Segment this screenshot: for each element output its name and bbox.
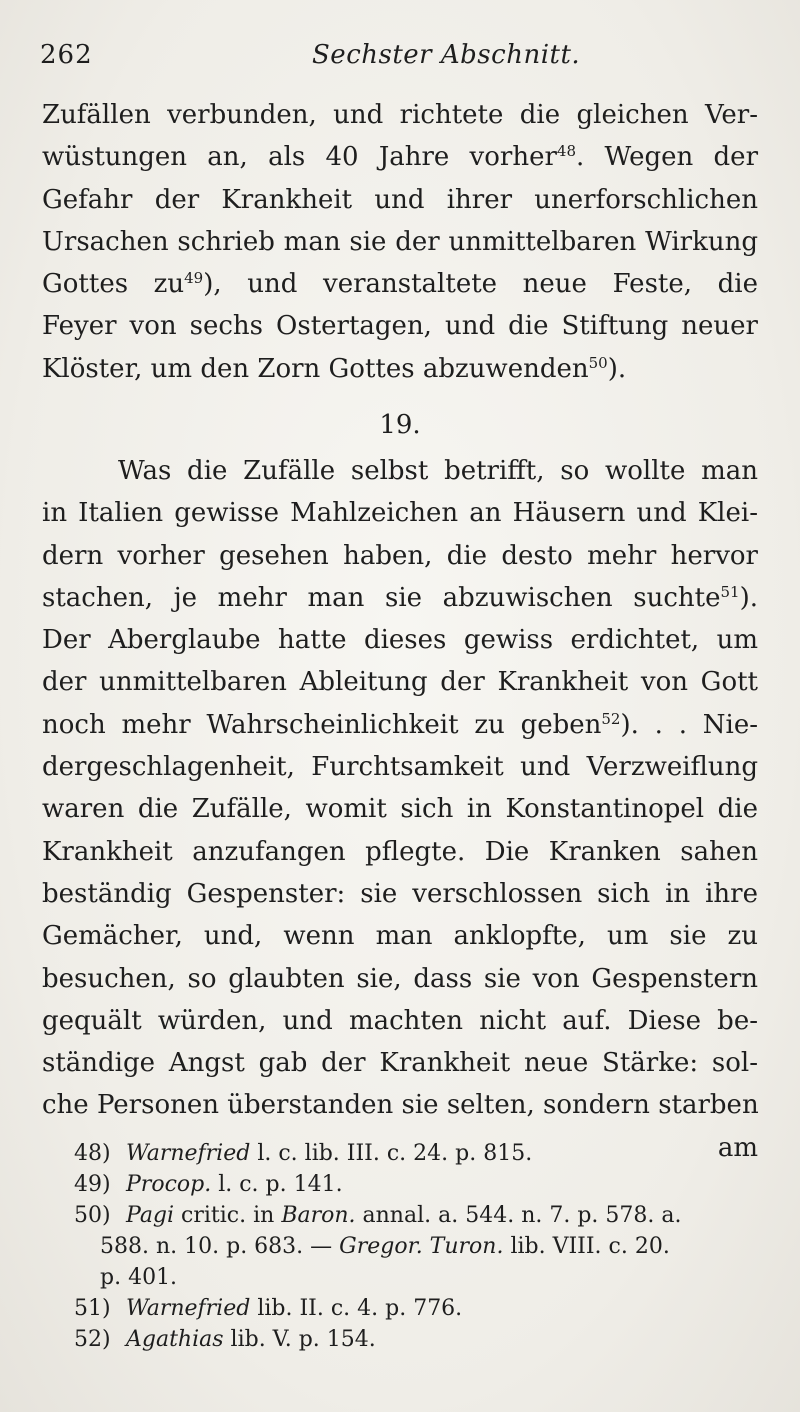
paragraph-1 <box>42 94 758 390</box>
text-span: . Wegen der <box>576 142 758 173</box>
footnote-51 <box>74 1293 764 1324</box>
footnote-49 <box>74 1169 764 1200</box>
text-line: Ursachen schrieb man sie der unmittelbaren Wirkung <box>42 226 758 257</box>
text-line: in Italien gewisse Mahlzeichen an Häusern und Klei- <box>42 498 758 529</box>
section-number: 19. <box>379 410 421 440</box>
text-span: ), und veranstaltete neue Feste, die <box>203 269 758 300</box>
text-span: ). . . Nie- <box>620 709 759 740</box>
footnote-text: 588. n. 10. p. 683. — <box>100 1234 340 1259</box>
footnote-author: Procop. <box>126 1172 212 1197</box>
footnote-50 <box>74 1200 764 1231</box>
catchword: am <box>717 1132 758 1163</box>
text-line <box>42 704 758 746</box>
text-line: Gemächer, und, wenn man anklopfte, um sie zu <box>42 921 758 952</box>
running-head <box>40 40 760 82</box>
footnote-ref-49[interactable]: 49 <box>184 269 204 288</box>
text-line: Was die Zufälle selbst betrifft, so wollte man <box>118 456 758 486</box>
text-line <box>42 136 758 178</box>
footnote-author: Baron. <box>281 1203 356 1228</box>
text-span: stachen, je mehr man sie abzuwischen suchte <box>42 582 721 613</box>
text-span: wüstungen an, als 40 Jahre vorher <box>42 142 557 173</box>
footnote-number: 52) <box>74 1327 111 1352</box>
footnote-text: p. 401. <box>100 1265 178 1290</box>
text-span: Gottes zu <box>42 269 185 300</box>
footnote-text: critic. in <box>174 1203 282 1228</box>
text-line: dern vorher gesehen haben, die desto mehr hervor <box>42 540 758 571</box>
footnote-ref-52[interactable]: 52 <box>601 709 621 728</box>
footnote-number: 49) <box>74 1172 111 1197</box>
text-line: beständig Gespenster: sie verschlossen sich in ihre <box>42 878 758 909</box>
footnote-text: l. c. lib. III. c. 24. p. 815. <box>250 1141 533 1166</box>
text-line: waren die Zufälle, womit sich in Konstantinopel die <box>42 794 758 825</box>
footnote-text: annal. a. 544. n. 7. p. 578. a. <box>355 1203 682 1228</box>
text-line: che Personen überstanden sie selten, sondern starben <box>42 1090 759 1121</box>
footnote-ref-50[interactable]: 50 <box>588 353 608 372</box>
text-line: Zufällen verbunden, und richtete die gleichen Ver- <box>42 100 758 130</box>
footnote-52 <box>74 1324 764 1355</box>
text-line: Feyer von sechs Ostertagen, und die Stiftung neuer <box>42 311 758 342</box>
footnote-text: lib. II. c. 4. p. 776. <box>250 1296 463 1321</box>
footnote-number: 50) <box>74 1203 111 1228</box>
text-line: gequält würden, und machten nicht auf. Diese be- <box>42 1005 758 1036</box>
footnotes <box>74 1138 764 1355</box>
footnote-number: 51) <box>74 1296 111 1321</box>
text-line: Der Aberglaube hatte dieses gewiss erdichtet, um <box>42 625 758 656</box>
footnote-author: Pagi <box>126 1203 175 1228</box>
footnote-ref-51[interactable]: 51 <box>720 582 740 601</box>
footnote-text: lib. VIII. c. 20. <box>503 1234 670 1259</box>
text-span: Klöster, um den Zorn Gottes abzuwenden <box>42 353 589 384</box>
page-number: 262 <box>40 40 93 70</box>
text-line: der unmittelbaren Ableitung der Krankheit von Gott <box>42 667 758 698</box>
text-line <box>42 348 758 390</box>
footnote-text: l. c. p. 141. <box>211 1172 343 1197</box>
running-title: Sechster Abschnitt. <box>312 40 581 70</box>
text-line: Krankheit anzufangen pflegte. Die Kranken sahen <box>42 836 758 867</box>
text-line: dergeschlagenheit, Furchtsamkeit und Verzweiflung <box>42 752 758 783</box>
footnote-50-continued <box>74 1262 764 1293</box>
text-span: noch mehr Wahrscheinlichkeit zu geben <box>42 709 602 740</box>
footnote-50-continued <box>74 1231 764 1262</box>
paragraph-2 <box>42 450 758 1169</box>
text-line <box>42 263 758 305</box>
footnote-author: Agathias <box>126 1327 224 1352</box>
text-line: besuchen, so glaubten sie, dass sie von Gespenstern <box>42 963 758 994</box>
footnote-48 <box>74 1138 764 1169</box>
text-line: Gefahr der Krankheit und ihrer unerforschlichen <box>42 184 758 215</box>
footnote-author: Warnefried <box>126 1141 251 1166</box>
text-line <box>42 577 758 619</box>
text-span: ). <box>739 582 758 613</box>
footnote-author: Warnefried <box>126 1296 251 1321</box>
footnote-text: lib. V. p. 154. <box>223 1327 376 1352</box>
footnote-author: Gregor. Turon. <box>339 1234 504 1259</box>
footnote-number: 48) <box>74 1141 111 1166</box>
text-line: ständige Angst gab der Krankheit neue Stärke: sol- <box>42 1048 758 1079</box>
footnote-ref-48[interactable]: 48 <box>556 142 576 161</box>
text-span: ). <box>607 353 627 384</box>
